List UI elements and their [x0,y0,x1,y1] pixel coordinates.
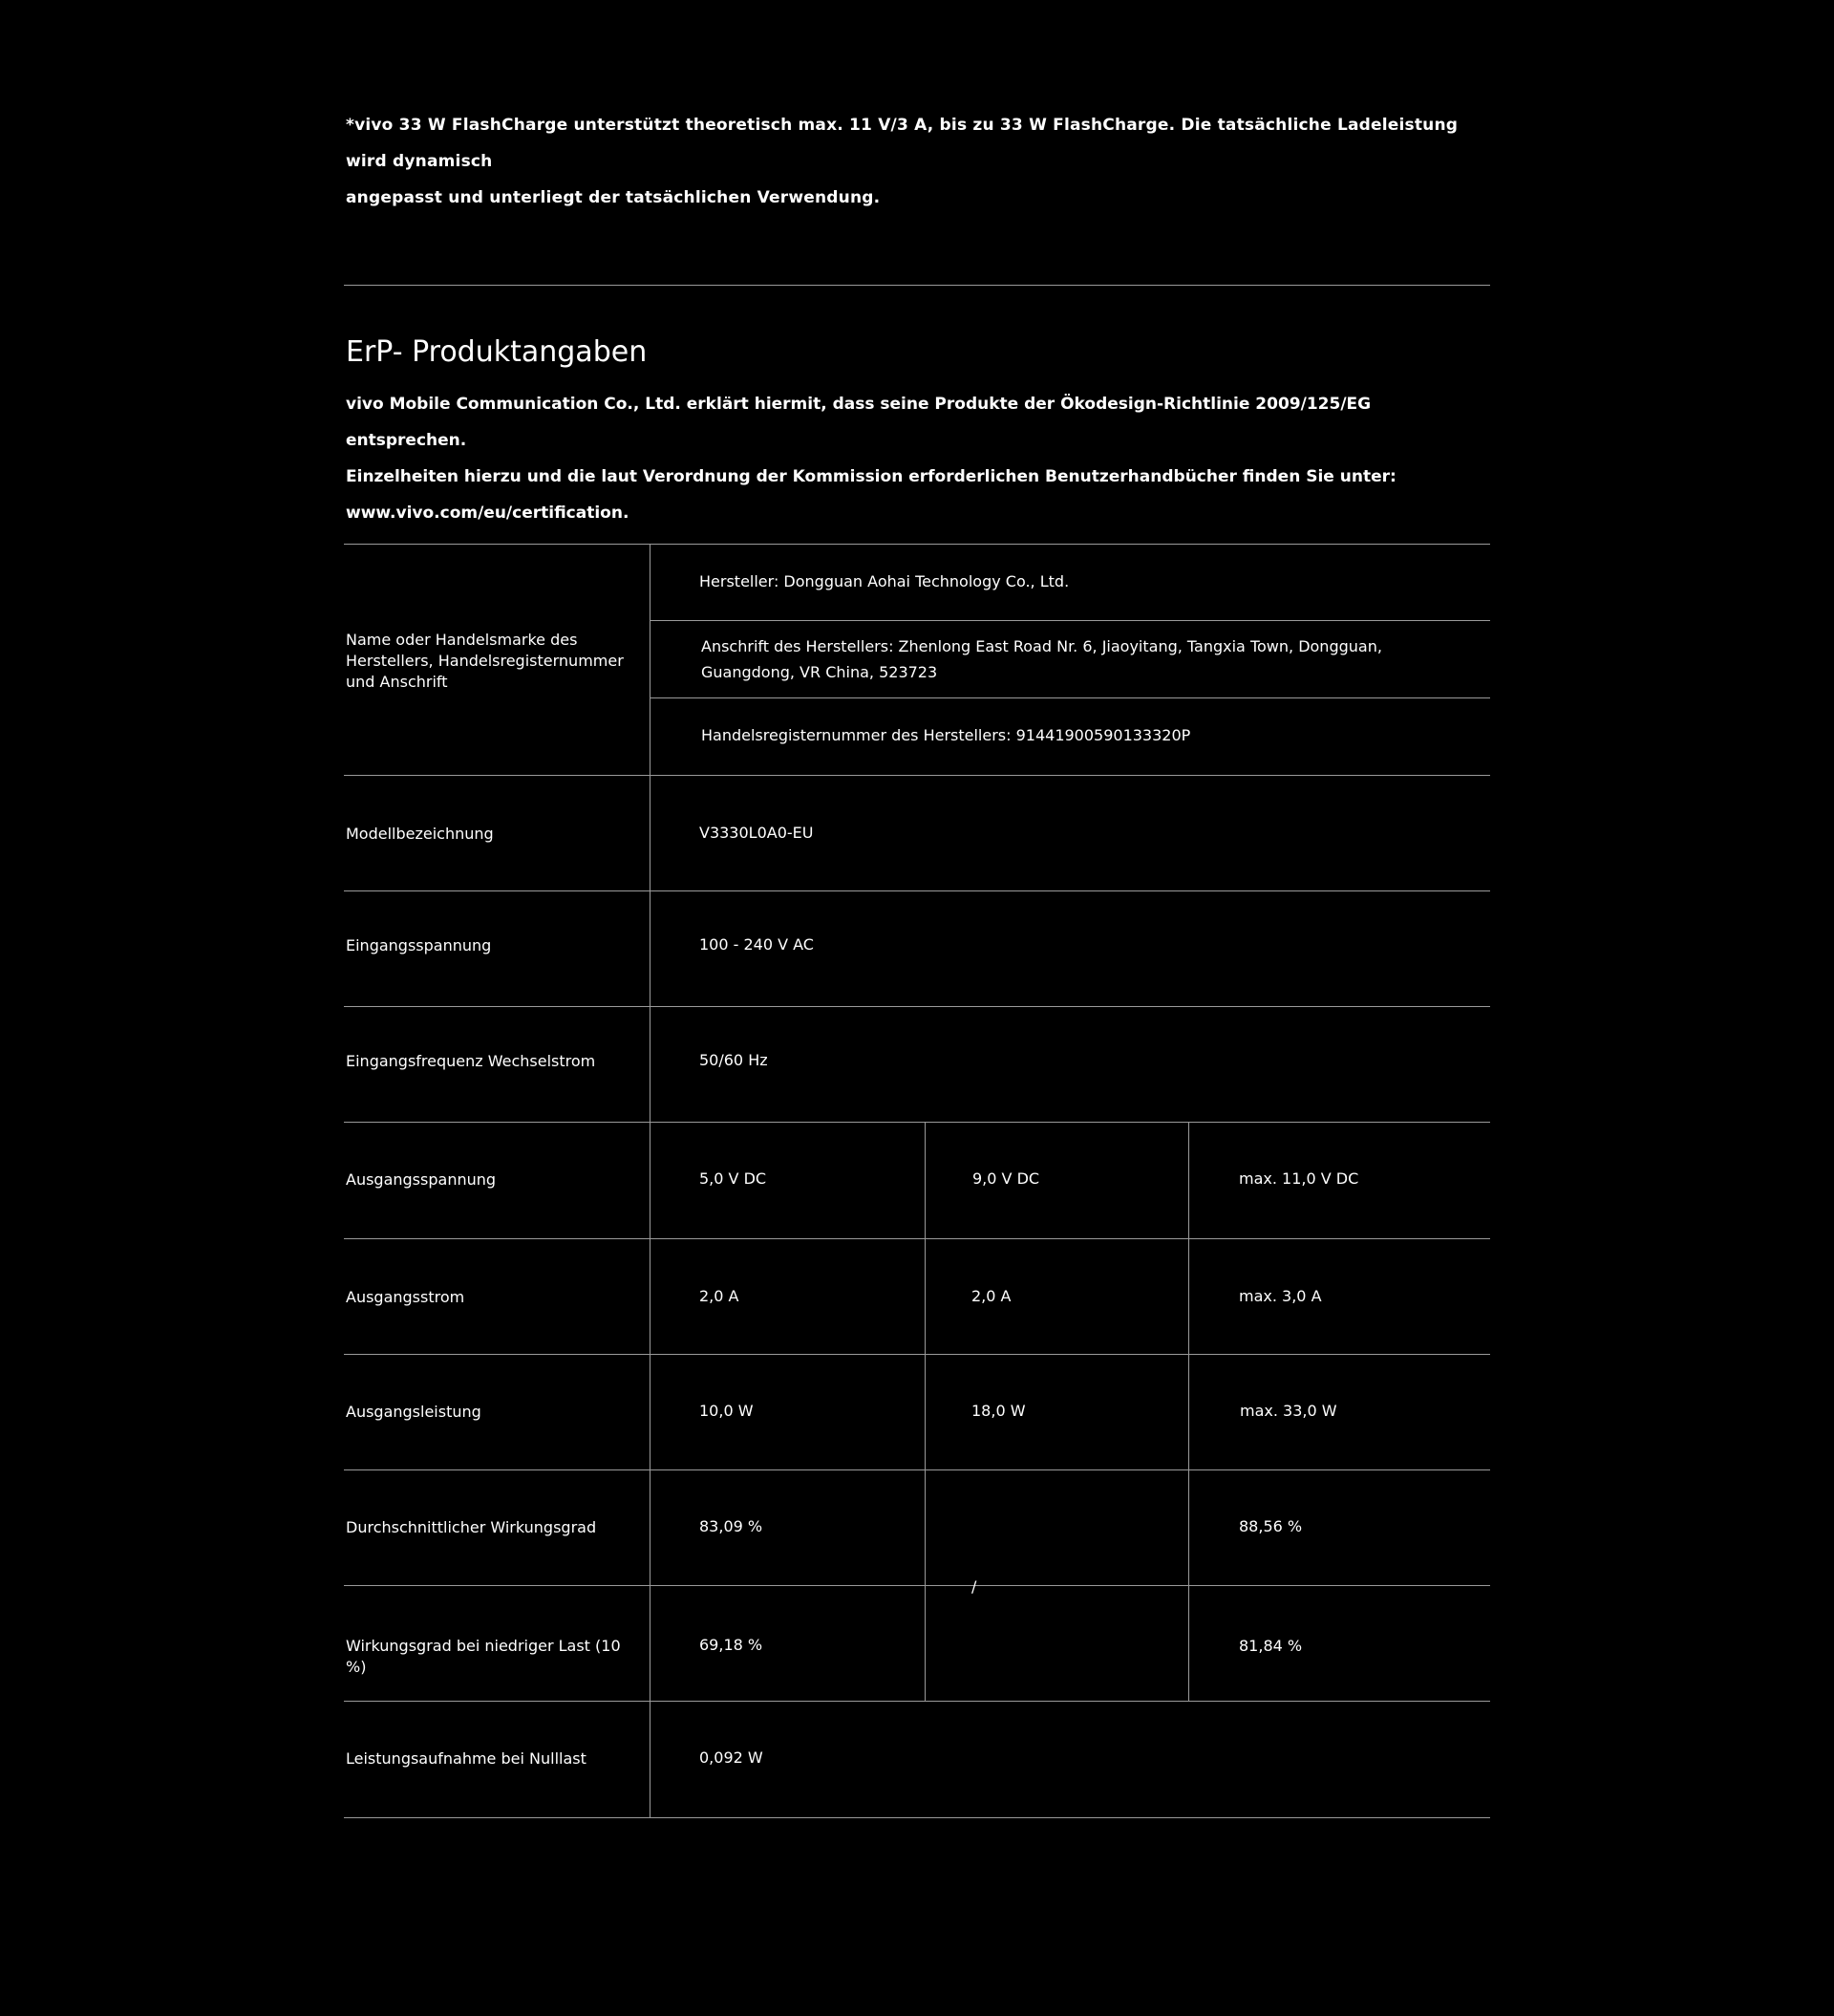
manufacturer-address: Anschrift des Herstellers: Zhenlong East Road Nr. 6, Jiaoyitang, Tangxia Town, Dongguan, Guangdong, VR China, 523723 [701,637,1382,681]
output-power-max: max. 33,0 W [1240,1402,1337,1420]
no-load-power-value: 0,092 W [699,1748,763,1767]
table-row-divider [344,544,1490,545]
table-row-divider [344,1354,1490,1355]
output-current-9v: 2,0 A [971,1287,1012,1305]
table-row-divider [344,1006,1490,1007]
manufacturer-name: Hersteller: Dongguan Aohai Technology Co., Ltd. [699,572,1070,590]
manufacturer-subrow-divider [650,697,1490,698]
output-current-label: Ausgangsstrom [346,1288,465,1306]
section-divider [344,285,1490,286]
low-load-efficiency-max: 81,84 % [1239,1637,1303,1655]
table-row-divider [344,1469,1490,1470]
output-current-max: max. 3,0 A [1239,1287,1322,1305]
low-load-efficiency-label: Wirkungsgrad bei niedriger Last (10 %) [346,1637,621,1676]
footnote-line-1: *vivo 33 W FlashCharge unterstützt theoretisch max. 11 V/3 A, bis zu 33 W FlashCharge. Die tatsächliche Ladeleistung wird dynamisch [346,116,1459,171]
table-row-divider [344,1238,1490,1239]
input-frequency-label: Eingangsfrequenz Wechselstrom [346,1052,596,1070]
manufacturer-register-number: Handelsregisternummer des Herstellers: 91441900590133320P [701,726,1191,744]
table-row-divider [344,1585,925,1586]
model-label: Modellbezeichnung [346,825,494,843]
ecodesign-declaration [346,386,1492,531]
avg-efficiency-label: Durchschnittlicher Wirkungsgrad [346,1518,597,1536]
table-row-divider [344,775,1490,776]
avg-efficiency-5v: 83,09 % [699,1517,763,1535]
table-row-divider [344,1817,1490,1818]
output-power-9v: 18,0 W [971,1402,1026,1420]
output-voltage-9v: 9,0 V DC [972,1169,1040,1188]
output-voltage-max: max. 11,0 V DC [1239,1169,1359,1188]
declaration-line-2: Einzelheiten hierzu und die laut Verordnung der Kommission erforderlichen Benutzerhandbücher finden Sie unter: [346,467,1397,486]
manufacturer-subrow-divider [650,620,1490,621]
section-title: ErP- Produktangaben [346,335,648,369]
no-load-power-label: Leistungsaufnahme bei Nulllast [346,1749,586,1768]
model-value: V3330L0A0-EU [699,824,814,842]
input-voltage-label: Eingangsspannung [346,936,492,954]
footnote-line-2: angepasst und unterliegt der tatsächlichen Verwendung. [346,188,881,207]
manufacturer-label: Name oder Handelsmarke des Herstellers, Handelsregisternummer und Anschrift [346,631,624,691]
table-row-divider [344,890,1490,891]
output-power-5v: 10,0 W [699,1402,754,1420]
table-row-divider [344,1701,1490,1702]
output-voltage-5v: 5,0 V DC [699,1169,767,1188]
input-voltage-value: 100 - 240 V AC [699,935,814,954]
output-voltage-label: Ausgangsspannung [346,1170,497,1189]
output-power-label: Ausgangsleistung [346,1403,481,1421]
value-column-divider [1188,1122,1189,1701]
charging-footnote [346,107,1492,216]
avg-efficiency-max: 88,56 % [1239,1517,1303,1535]
table-row-divider [344,1122,1490,1123]
low-load-efficiency-5v: 69,18 % [699,1636,763,1654]
value-column-divider [925,1122,926,1701]
declaration-line-1: vivo Mobile Communication Co., Ltd. erklärt hiermit, dass seine Produkte der Ökodesign-Richtlinie 2009/125/EG entsprechen. [346,395,1372,450]
input-frequency-value: 50/60 Hz [699,1051,768,1069]
certification-url: www.vivo.com/eu/certification. [346,504,629,523]
efficiency-not-applicable: / [971,1577,977,1596]
output-current-5v: 2,0 A [699,1287,739,1305]
